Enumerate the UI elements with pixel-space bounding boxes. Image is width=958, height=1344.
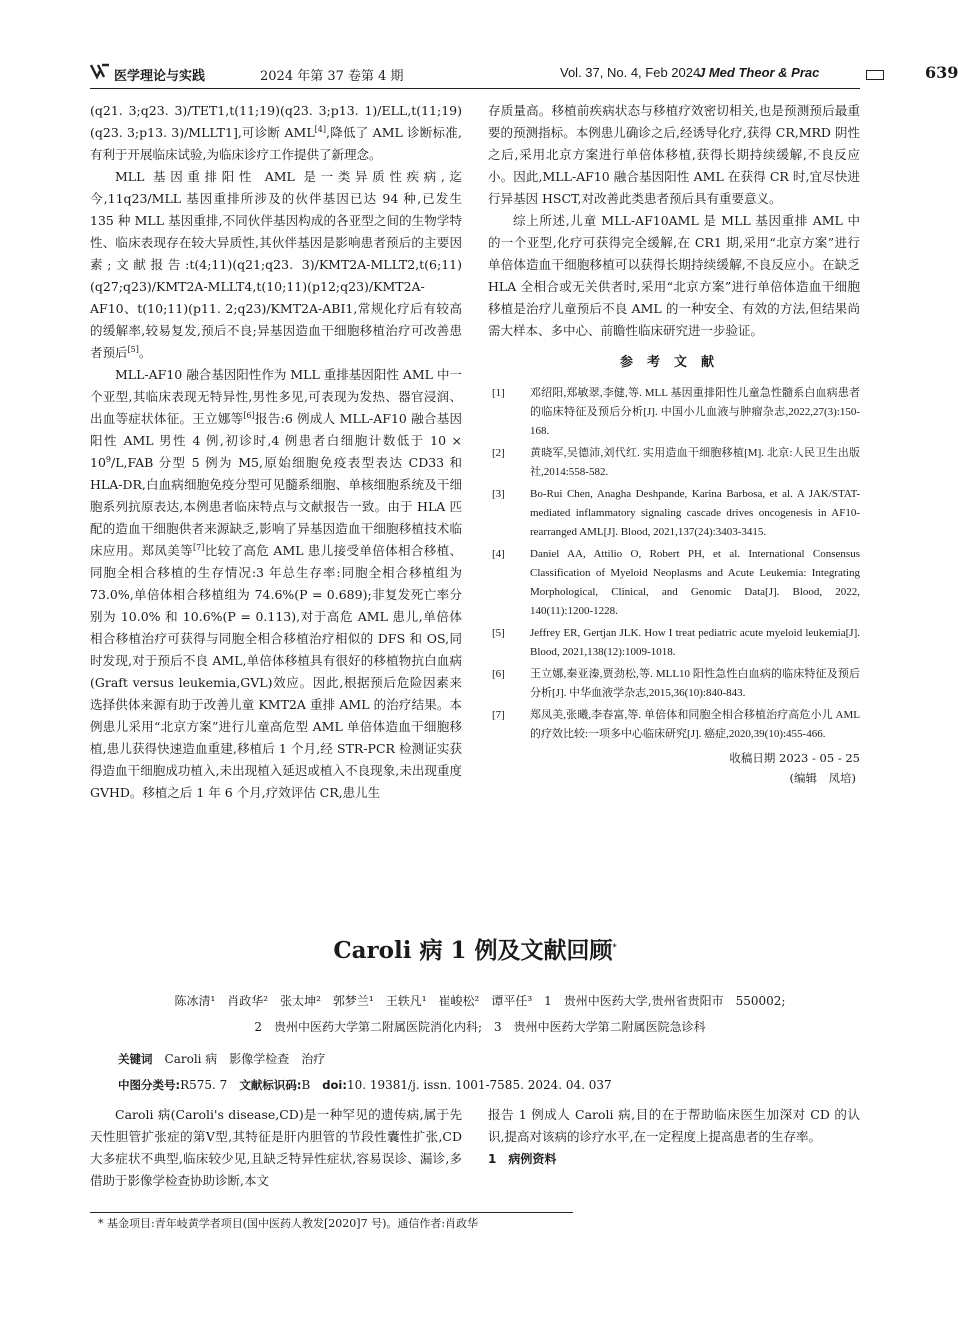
journal-logo-icon (90, 63, 110, 79)
paragraph: 综上所述,儿童 MLL-AF10AML 是 MLL 基因重排 AML 中的一个亚型,化疗可获得完全缓解,在 CR1 期,采用“北京方案”进行单倍体造血干细胞移植可以获得长期持续缓解,不良反应小。在缺乏 HLA 全相合或无关供者时,采用“北京方案”进行单倍体造血干细胞移植是治疗儿童预后不良 AML 的一种安全、有效的方法,但结果尚需大样本、多中心、前瞻性临床研究进一步验证。 (488, 213, 860, 338)
article-title: Caroli 病 1 例及文献回顾* (333, 937, 617, 964)
reference-number: [6] (492, 668, 505, 680)
reference-text: Bo-Rui Chen, Anagha Deshpande, Karina Barbosa, et al. A JAK/STAT-mediated inflammatory signaling cascade drives oncogenesis in AF10-rearranged AML[J]. Blood, 2021,137(24):3403-3415. (530, 488, 860, 538)
reference-item (488, 444, 860, 482)
reference-item (488, 485, 860, 542)
page-number: 639 (925, 63, 958, 82)
footnote: * 基金项目:青年岐黄学者项目(国中医药人教发[2020]7 号)。通信作者:肖政华 (90, 1212, 573, 1231)
left-column (90, 100, 462, 804)
received-date: 收稿日期 2023 - 05 - 25 (729, 751, 860, 765)
reference-item (488, 665, 860, 703)
reference-number: [7] (492, 709, 505, 721)
journal-name-en: J Med Theor & Prac (698, 65, 820, 80)
reference-text: Daniel AA, Attilio O, Robert PH, et al. International Consensus Classification of Myeloid Neoplasms and Acute Leukemia: Integrating Morphological, Clinical, and Genomic Data[J]. Blood, 2022, 140(11):1200-1228. (530, 548, 860, 617)
paragraph: Caroli 病(Caroli's disease,CD)是一种罕见的遗传病,属于先天性胆管扩张症的第Ⅴ型,其特征是肝内胆管的节段性囊性扩张,CD 大多症状不典型,临床较少见,且缺乏特异性症状,容易误诊、漏诊,多借助于影像学检查协助诊断,本文 (90, 1107, 462, 1188)
references-heading: 参考文献 (619, 355, 728, 370)
reference-text: 王立娜,秦亚溱,贾劲松,等. MLL10 阳性急性白血病的临床特征及预后分析[J]. 中华血液学杂志,2015,36(10):840-843. (530, 668, 860, 699)
keywords: 关键词 Caroli 病 影像学检查 治疗 (118, 1052, 326, 1066)
authors-line: 陈冰清¹ 肖政华² 张太坤² 郭梦兰¹ 王轶凡¹ 崔峻松² 谭平任³ 1 贵州中医药大学,贵州省贵阳市 550002; (174, 994, 786, 1008)
reference-text: Jeffrey ER, Gertjan JLK. How I treat pediatric acute myeloid leukemia[J]. Blood, 2021,138(12):1009-1018. (530, 627, 860, 658)
reference-number: [5] (492, 627, 505, 639)
reference-text: 黄晓军,吴德沛,刘代红. 实用造血干细胞移植[M]. 北京:人民卫生出版社,2014:558-582. (530, 447, 860, 478)
reference-item (488, 384, 860, 441)
paragraph: MLL-AF10 融合基因阳性作为 MLL 重排基因阳性 AML 中一个亚型,其临床表现无特异性,男性多见,可表现为发热、器官浸润、出血等症状体征。王立娜等[6]报告:6 例成人 MLL-AF10 融合基因阳性 AML 男性 4 例,初诊时,4 例患者白细胞计数低于 $10 \times 10^9/L,FAB$ 分型 5 例为 M5,原始细胞免疫表型表达 CD33 和 HLA-DR,白血病细胞免疫分型可见髓系细胞、单核细胞系统及干细胞系列抗原表达,本例患者临床特点与文献报告一致。由于 HLA 匹配的造血干细胞供者来源缺乏,影响了异基因造血干细胞移植技术临床应用。郑凤美等[7]比较了高危 AML 患儿接受单倍体相合移植、同胞全相合移植的生存情况:3 年总生存率:同胞全相合移植组为 73.0%,单倍体相合移植组为 74.6%(P = 0.689);非复发死亡率分别为 10.0% 和 10.6%(P = 0.113),对于高危 AML 患儿,单倍体相合移植治疗可获得与同胞全相合移植治疗相似的 DFS 和 OS,同时发现,对于预后不良 AML,单倍体移植具有很好的移植物抗白血病(Graft versus leukemia,GVL)效应。因此,根据预后危险因素来选择供体来源有助于改善儿童 KMT2A 重排 AML 的治疗结果。本例患儿采用“北京方案”进行儿童高危型 AML 单倍体造血干细胞移植,患儿获得快速造血重建,移植后 1 个月,经 STR-PCR 检测证实获得造血干细胞成功植入,未出现植入延迟或植入不良现象,未出现重度 GVHD。移植之后 1 年 6 个月,疗效评估 CR,患儿生 (90, 367, 462, 800)
reference-item (488, 545, 860, 621)
reference-text: 郑凤美,张曦,李春富,等. 单倍体和同胞全相合移植治疗高危小儿 AML 的疗效比较:一项多中心临床研究[J]. 癌症,2020,39(10):455-466. (530, 709, 860, 740)
issue-en: Vol. 37, No. 4, Feb 2024 (560, 65, 701, 80)
running-header (90, 62, 958, 89)
issue-cn: 2024 年第 37 卷第 4 期 (260, 69, 404, 84)
paragraph: 存质量高。移植前疾病状态与移植疗效密切相关,也是预测预后最重要的预测指标。本例患儿确诊之后,经诱导化疗,获得 CR,MRD 阴性之后,采用北京方案进行单倍体移植,获得长期持续缓解,不良反应小。因此,MLL-AF10 融合基因阳性 AML 在获得 CR 时,宜尽快进行异基因 HSCT,对改善此类患者预后具有重要意义。 (488, 103, 860, 206)
affiliations-line: 2 贵州中医药大学第二附属医院消化内科; 3 贵州中医药大学第二附属医院急诊科 (254, 1020, 706, 1034)
reference-item (488, 624, 860, 662)
paragraph: 报告 1 例成人 Caroli 病,目的在于帮助临床医生加深对 CD 的认识,提高对该病的诊疗水平,在一定程度上提高患者的生存率。 (488, 1107, 860, 1144)
reference-item (488, 706, 860, 744)
header-box-icon (866, 70, 884, 80)
paragraph: MLL 基因重排阳性 AML 是一类异质性疾病,迄今,11q23/MLL 基因重排所涉及的伙伴基因已达 94 种,已发生 135 种 MLL 基因重排,不同伙伴基因构成的各亚型之间的生物学特性、临床表现存在较大异质性,其伙伴基因是影响患者预后的主要因素;文献报告:t(4;11)(q21;q23. 3)/KMT2A-MLLT2,t(6;11)(q27;q23)/KMT2A-MLLT4,t(10;11)(p12;q23)/KMT2A-AF10、t(10;11)(p11. 2;q23)/KMT2A-ABI1,常规化疗后有较高的缓解率,较易复发,预后不良;异基因造血干细胞移植治疗可改善患者预后[5]。 (90, 169, 462, 360)
reference-list (488, 384, 860, 744)
intro-right (488, 1104, 860, 1170)
classification: 中图分类号:R575. 7 文献标识码:B doi:10. 19381/j. issn. 1001-7585. 2024. 04. 037 (118, 1078, 612, 1092)
intro-left (90, 1104, 462, 1192)
right-column (488, 100, 860, 788)
author-affiliations (100, 988, 860, 1040)
reference-number: [2] (492, 447, 505, 459)
reference-number: [1] (492, 387, 505, 399)
editor-note: (编辑 凤培) (789, 771, 856, 785)
paragraph: (q21. 3;q23. 3)/TET1,t(11;19)(q23. 3;p13. 1)/ELL,t(11;19)(q23. 3;p13. 3)/MLLT1],可诊断 AML[4],降低了 AML 诊断标准,有利于开展临床试验,为临床诊疗工作提供了新理念。 (90, 103, 462, 162)
journal-name-cn: 医学理论与实践 (114, 69, 206, 84)
reference-number: [3] (492, 488, 505, 500)
article-meta (118, 1046, 612, 1098)
reference-number: [4] (492, 548, 505, 560)
reference-text: 邓绍阳,郑敏翠,李健,等. MLL 基因重排阳性儿童急性髓系白血病患者的临床特征及预后分析[J]. 中国小儿血液与肿瘤杂志,2022,27(3):150-168. (530, 387, 860, 437)
section-heading: 1 病例资料 (488, 1152, 557, 1166)
